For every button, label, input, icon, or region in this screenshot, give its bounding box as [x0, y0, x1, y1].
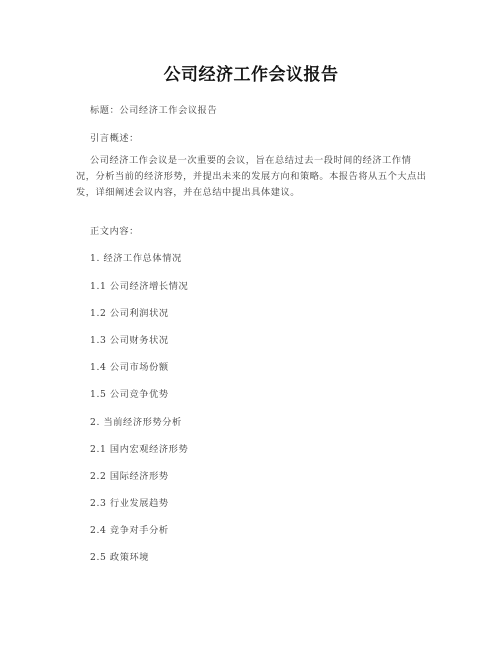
outline-item: 1.4 公司市场份额 [90, 362, 169, 373]
body-heading: 正文内容： [90, 226, 139, 237]
outline-item: 1.5 公司竞争优势 [90, 389, 169, 400]
subtitle-line: 标题：公司经济工作会议报告 [90, 105, 218, 116]
outline-item: 1. 经济工作总体情况 [90, 253, 182, 264]
outline-item: 1.3 公司财务状况 [90, 335, 169, 346]
intro-paragraph [76, 153, 428, 201]
outline-item: 1.1 公司经济增长情况 [90, 281, 189, 292]
intro-heading: 引言概述： [90, 133, 139, 144]
outline-item: 1.2 公司利润状况 [90, 308, 169, 319]
document-title: 公司经济工作会议报告 [163, 65, 339, 85]
outline-item: 2.2 国际经济形势 [90, 471, 169, 482]
outline-item: 2. 当前经济形势分析 [90, 417, 182, 428]
outline-item: 2.5 政策环境 [90, 552, 150, 563]
outline-item: 2.4 竞争对手分析 [90, 525, 169, 536]
intro-paragraph-text: 公司经济工作会议是一次重要的会议，旨在总结过去一段时间的经济工作情况，分析当前的经济形势，并提出未来的发展方向和策略。本报告将从五个大点出发，详细阐述会议内容，并在总结中提出具体建议。 [76, 155, 427, 198]
outline-item: 2.1 国内宏观经济形势 [90, 444, 189, 455]
outline-item: 2.3 行业发展趋势 [90, 498, 169, 509]
